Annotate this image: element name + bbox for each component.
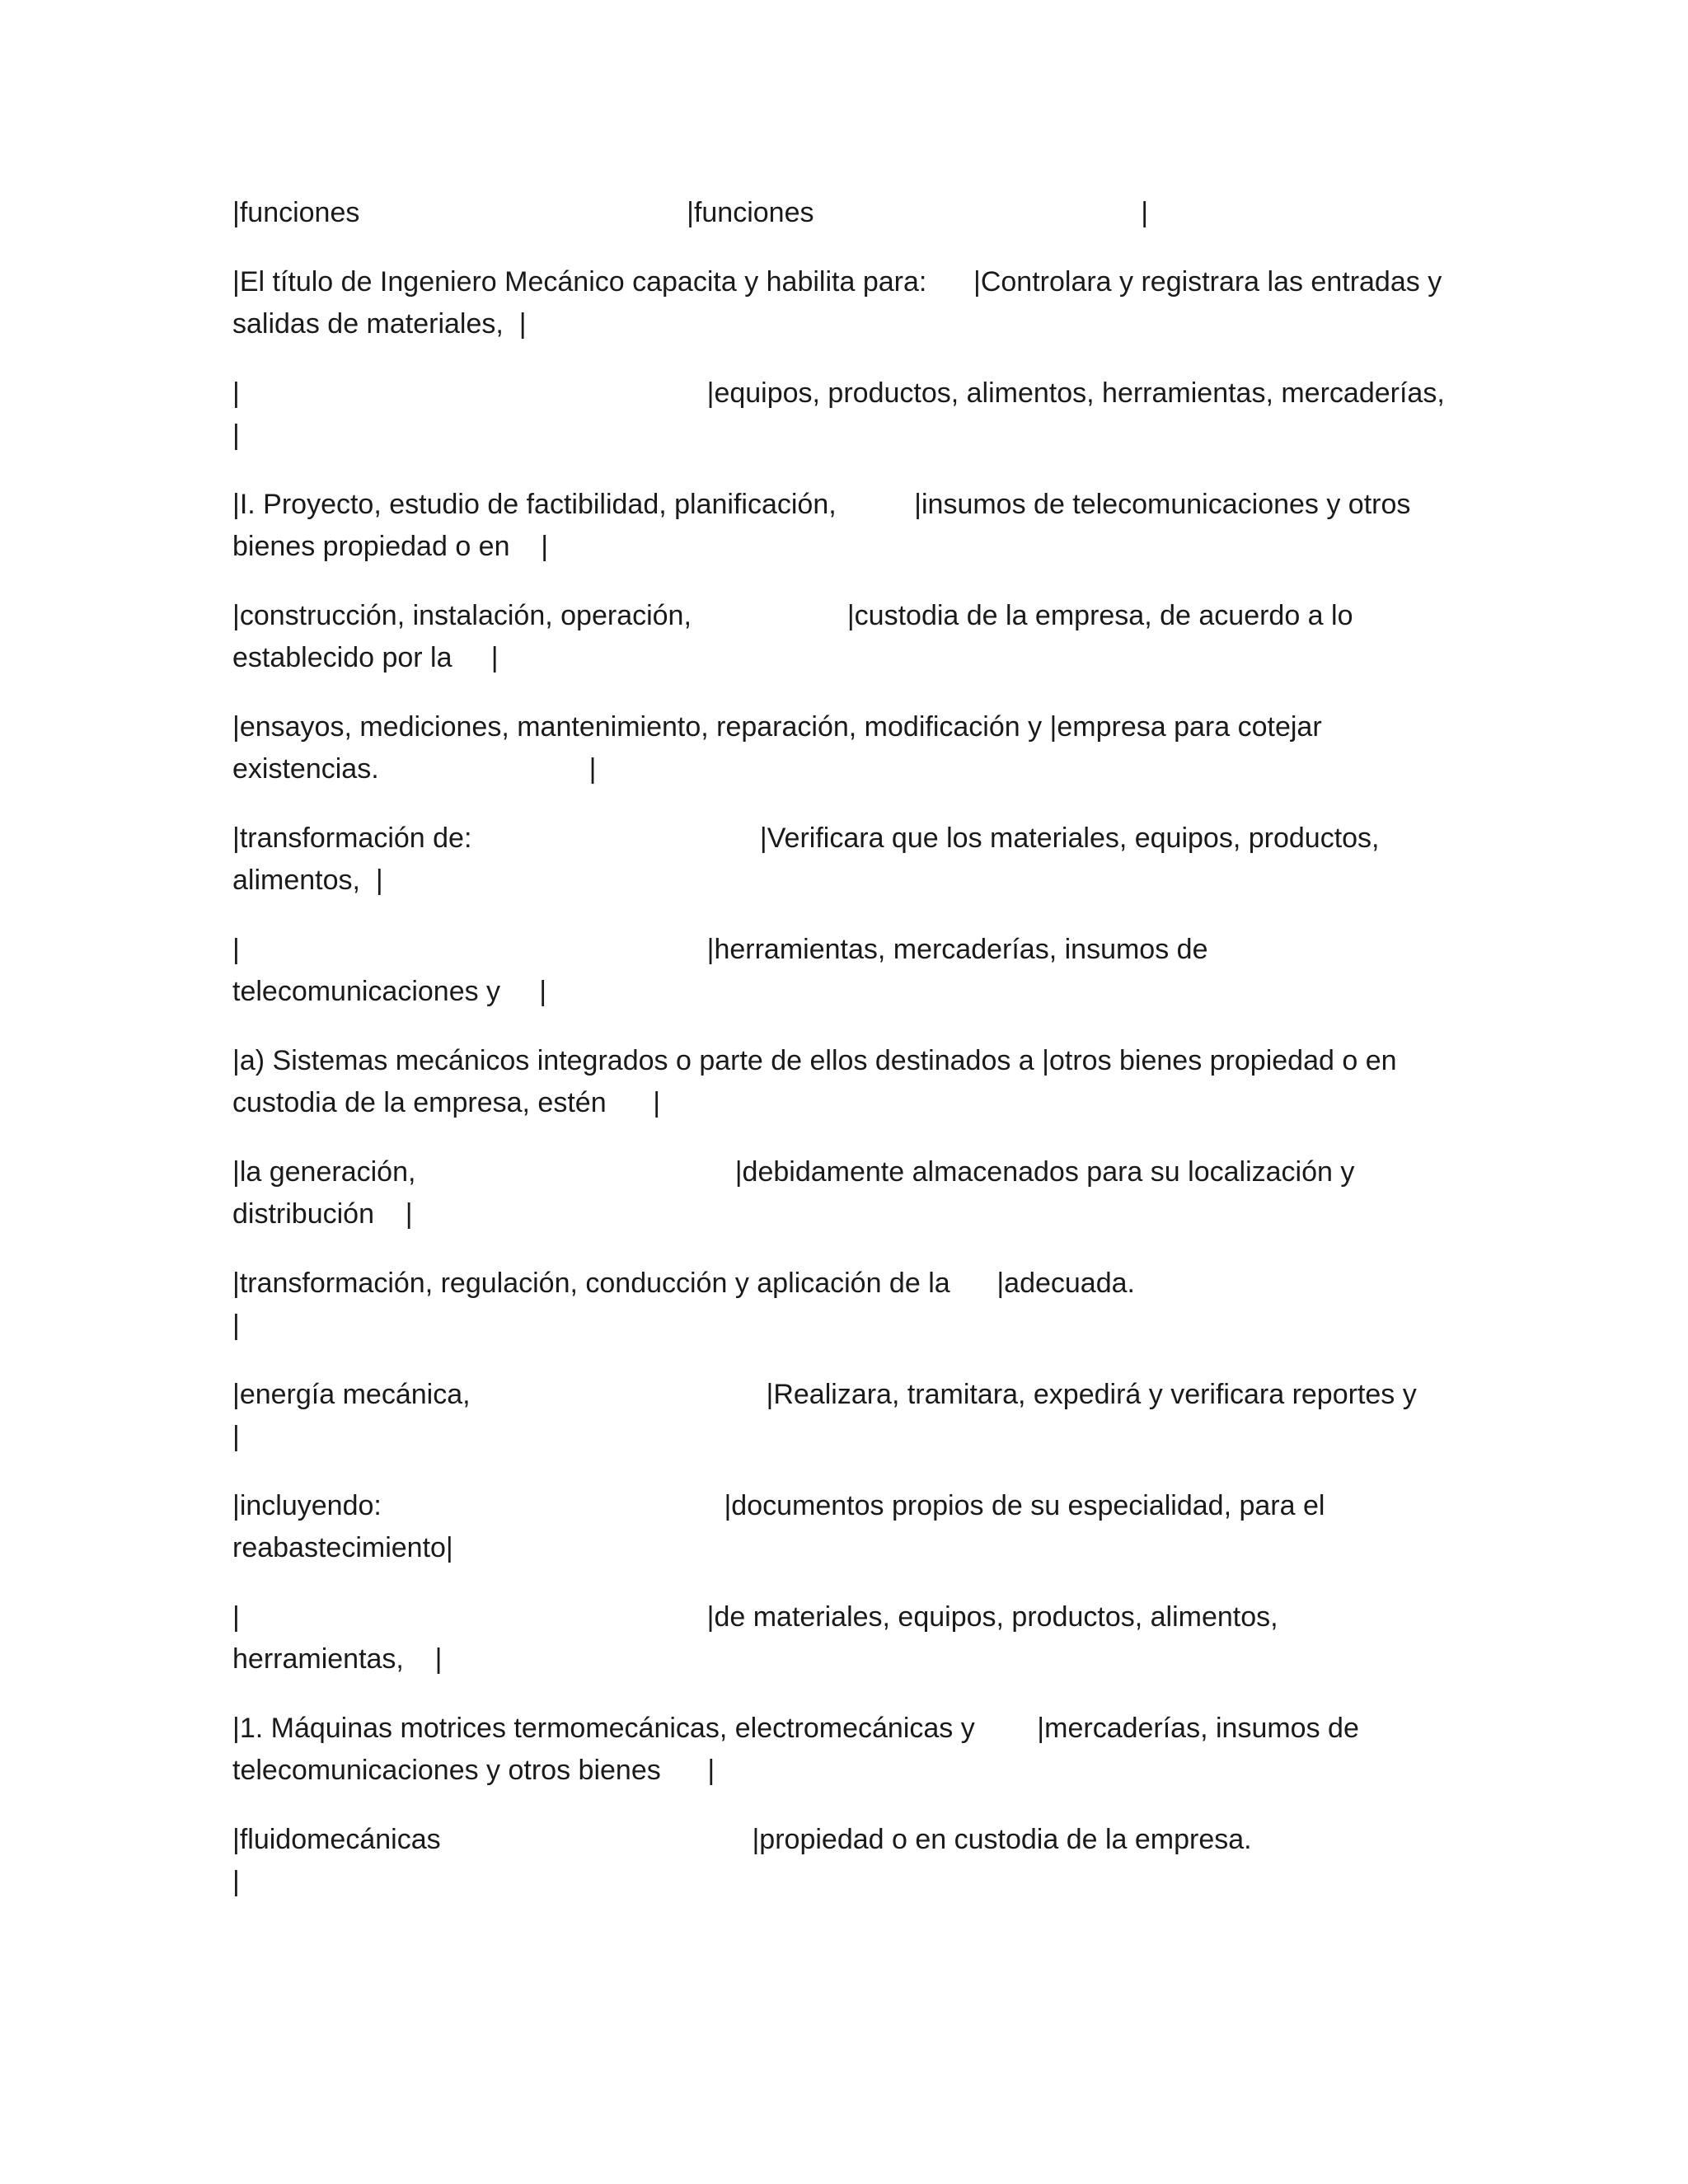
paragraph: |El título de Ingeniero Mecánico capacita y habilita para: |Controlara y registrara las entradas y salidas de materiales, |	[232, 266, 1450, 340]
paragraph: |transformación de: |Verificara que los materiales, equipos, productos, alimentos, |	[232, 823, 1387, 896]
paragraph: |funciones |funciones |	[232, 197, 1149, 228]
paragraph: |1. Máquinas motrices termomecánicas, electromecánicas y |mercaderías, insumos de telecomunicaciones y otros bienes |	[232, 1713, 1367, 1786]
document-body	[232, 192, 1556, 1930]
paragraph: |incluyendo: |documentos propios de su especialidad, para el reabastecimiento|	[232, 1490, 1333, 1563]
paragraph: | |herramientas, mercaderías, insumos de telecomunicaciones y |	[232, 934, 1216, 1007]
paragraph: | |de materiales, equipos, productos, alimentos, herramientas, |	[232, 1601, 1287, 1675]
paragraph: |la generación, |debidamente almacenados para su localización y distribución |	[232, 1156, 1362, 1230]
paragraph: | |equipos, productos, alimentos, herramientas, mercaderías, |	[232, 377, 1492, 451]
paragraph: |transformación, regulación, conducción y aplicación de la |adecuada. |	[232, 1268, 1556, 1341]
paragraph: |fluidomecánicas |propiedad o en custodia de la empresa. |	[232, 1824, 1447, 1897]
paragraph: |ensayos, mediciones, mantenimiento, reparación, modificación y |empresa para cotejar existencias. |	[232, 711, 1330, 785]
paragraph: |I. Proyecto, estudio de factibilidad, planificación, |insumos de telecomunicaciones y otros bienes propiedad o en |	[232, 489, 1418, 562]
paragraph: |a) Sistemas mecánicos integrados o parte de ellos destinados a |otros bienes propiedad o en custodia de la empresa, estén |	[232, 1045, 1404, 1118]
paragraph: |energía mecánica, |Realizara, tramitara, expedirá y verificara reportes y |	[232, 1379, 1487, 1452]
paragraph: |construcción, instalación, operación, |custodia de la empresa, de acuerdo a lo establecido por la |	[232, 600, 1361, 673]
